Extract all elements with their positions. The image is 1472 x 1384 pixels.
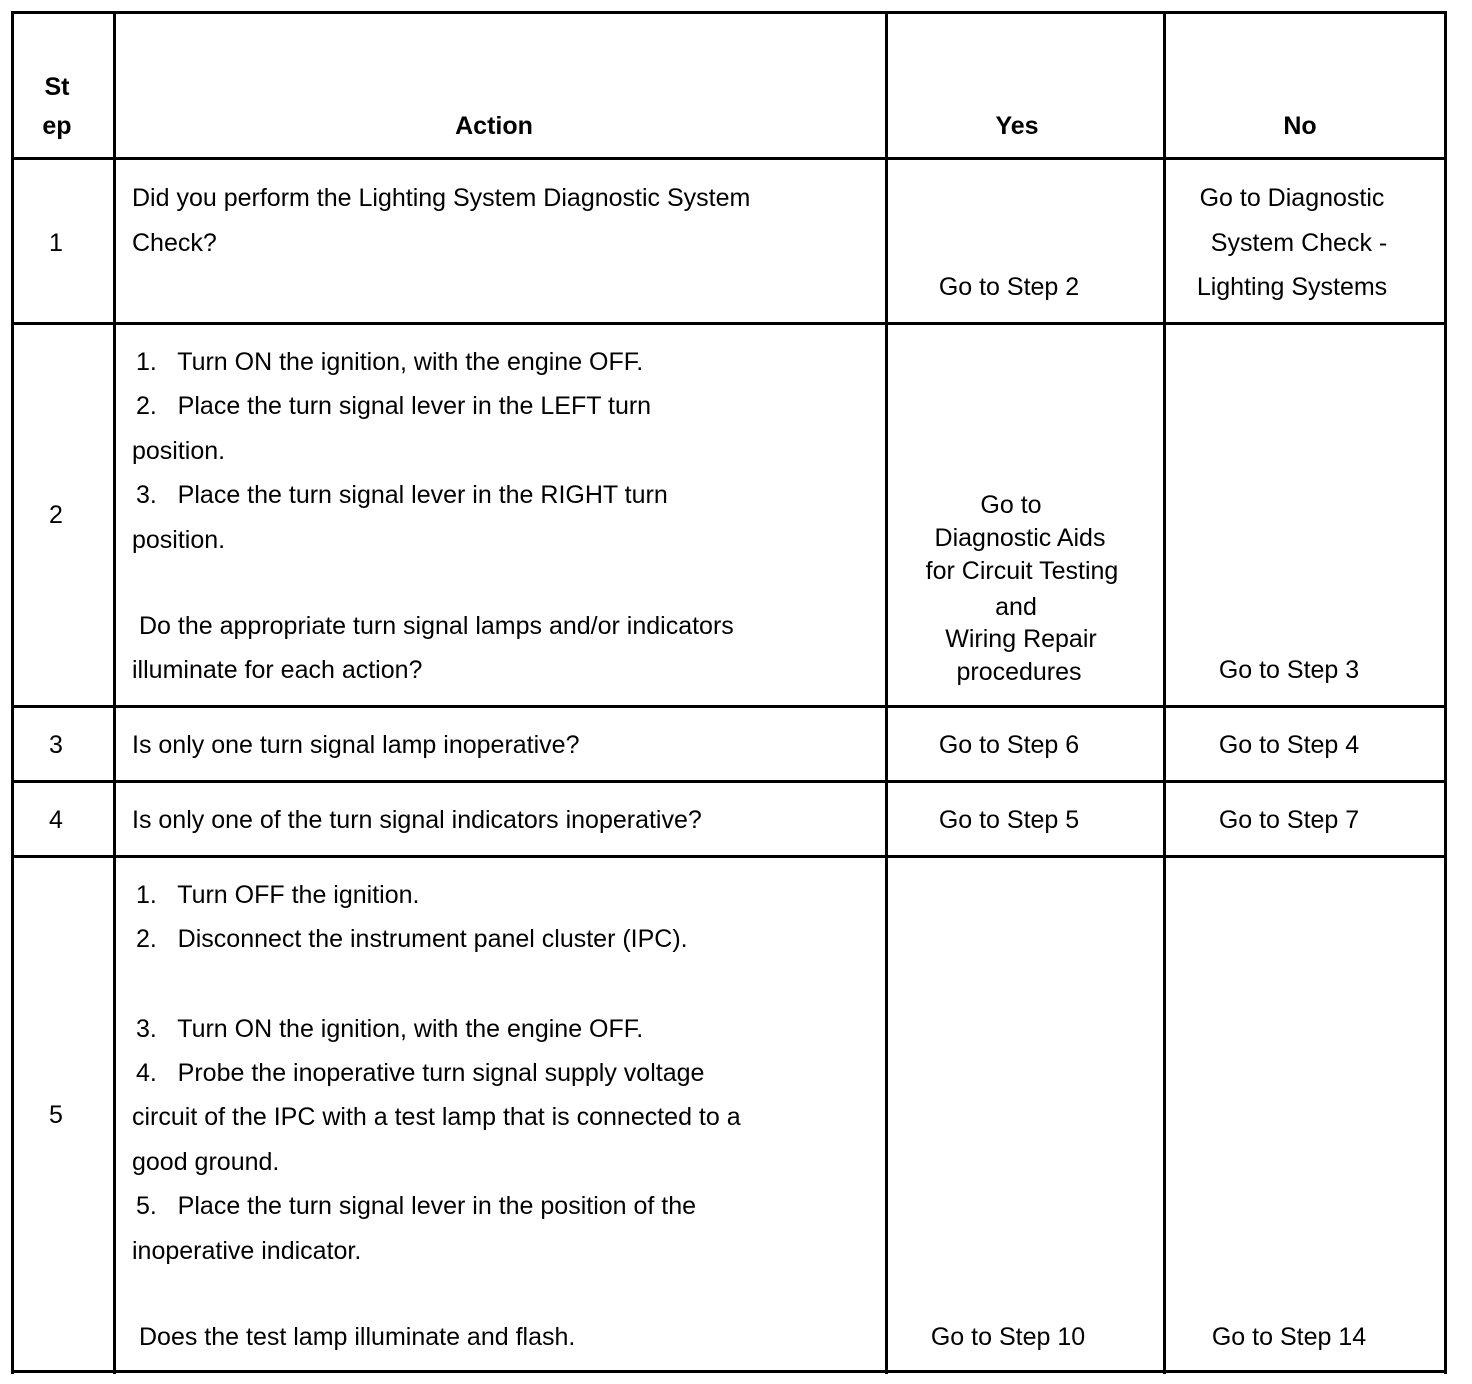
action-text-line: position. bbox=[132, 437, 226, 465]
row-divider-2 bbox=[11, 705, 1447, 708]
yes-result: Go to Step 5 bbox=[938, 806, 1080, 834]
action-text-line: 3. Turn ON the ignition, with the engine OFF. bbox=[136, 1015, 644, 1043]
no-result: Go to Step 3 bbox=[1218, 656, 1360, 684]
action-text-line: good ground. bbox=[132, 1148, 280, 1176]
yes-result-line: procedures bbox=[956, 658, 1082, 686]
header-step-line2: ep bbox=[42, 112, 72, 140]
column-divider-action-yes bbox=[885, 12, 888, 1374]
yes-result: Go to Step 10 bbox=[930, 1323, 1086, 1351]
row-divider-4 bbox=[11, 855, 1447, 858]
header-action: Action bbox=[455, 112, 533, 140]
action-text-line: Check? bbox=[132, 229, 217, 257]
yes-result: Go to Step 2 bbox=[938, 273, 1080, 301]
action-text-line: circuit of the IPC with a test lamp that is connected to a bbox=[132, 1103, 741, 1131]
yes-result-line: for Circuit Testing bbox=[925, 557, 1119, 585]
action-text-line: Do the appropriate turn signal lamps and/or indicators bbox=[139, 612, 734, 640]
action-text-line: inoperative indicator. bbox=[132, 1237, 362, 1265]
action-text-line: illuminate for each action? bbox=[132, 656, 423, 684]
row-divider-header bbox=[11, 157, 1447, 160]
table-border-right bbox=[1444, 12, 1447, 1374]
yes-result-line: and bbox=[995, 593, 1037, 621]
column-divider-yes-no bbox=[1163, 12, 1166, 1374]
action-text-line: Did you perform the Lighting System Diagnostic System bbox=[132, 184, 751, 212]
action-text-line: 5. Place the turn signal lever in the position of the bbox=[136, 1192, 697, 1220]
action-text-line: 2. Place the turn signal lever in the LEFT turn bbox=[136, 392, 652, 420]
action-text-line: 3. Place the turn signal lever in the RIGHT turn bbox=[136, 481, 668, 509]
action-text-line: Is only one of the turn signal indicators inoperative? bbox=[132, 806, 702, 834]
column-divider-step-action bbox=[113, 12, 116, 1374]
step-number: 2 bbox=[49, 501, 63, 529]
action-text-line: Does the test lamp illuminate and flash. bbox=[139, 1323, 576, 1351]
header-step-line1: St bbox=[44, 73, 70, 101]
table-border-bottom bbox=[11, 1370, 1447, 1373]
table-border-top bbox=[11, 11, 1447, 14]
yes-result-line: Wiring Repair bbox=[945, 625, 1097, 653]
no-result: Go to Step 7 bbox=[1218, 806, 1360, 834]
action-text-line: Is only one turn signal lamp inoperative? bbox=[132, 731, 580, 759]
table-border-left bbox=[11, 12, 14, 1374]
step-number: 4 bbox=[49, 806, 63, 834]
yes-result-line: Go to bbox=[980, 491, 1042, 519]
yes-result-line: Diagnostic Aids bbox=[934, 524, 1106, 552]
step-number: 1 bbox=[49, 229, 63, 257]
row-divider-1 bbox=[11, 322, 1447, 325]
no-result: Go to Step 14 bbox=[1211, 1323, 1367, 1351]
action-text-line: 4. Probe the inoperative turn signal supply voltage bbox=[136, 1059, 705, 1087]
action-text-line: position. bbox=[132, 526, 226, 554]
action-text-line: 1. Turn ON the ignition, with the engine OFF. bbox=[136, 348, 644, 376]
no-result-line: Go to Diagnostic bbox=[1199, 184, 1385, 212]
row-divider-3 bbox=[11, 780, 1447, 783]
step-number: 3 bbox=[49, 731, 63, 759]
header-yes: Yes bbox=[995, 112, 1039, 140]
step-number: 5 bbox=[49, 1101, 63, 1129]
action-text-line: 1. Turn OFF the ignition. bbox=[136, 881, 420, 909]
action-text-line: 2. Disconnect the instrument panel cluster (IPC). bbox=[136, 925, 688, 953]
no-result-line: Lighting Systems bbox=[1196, 273, 1388, 301]
yes-result: Go to Step 6 bbox=[938, 731, 1080, 759]
header-no: No bbox=[1283, 112, 1317, 140]
no-result: Go to Step 4 bbox=[1218, 731, 1360, 759]
no-result-line: System Check - bbox=[1210, 229, 1388, 257]
